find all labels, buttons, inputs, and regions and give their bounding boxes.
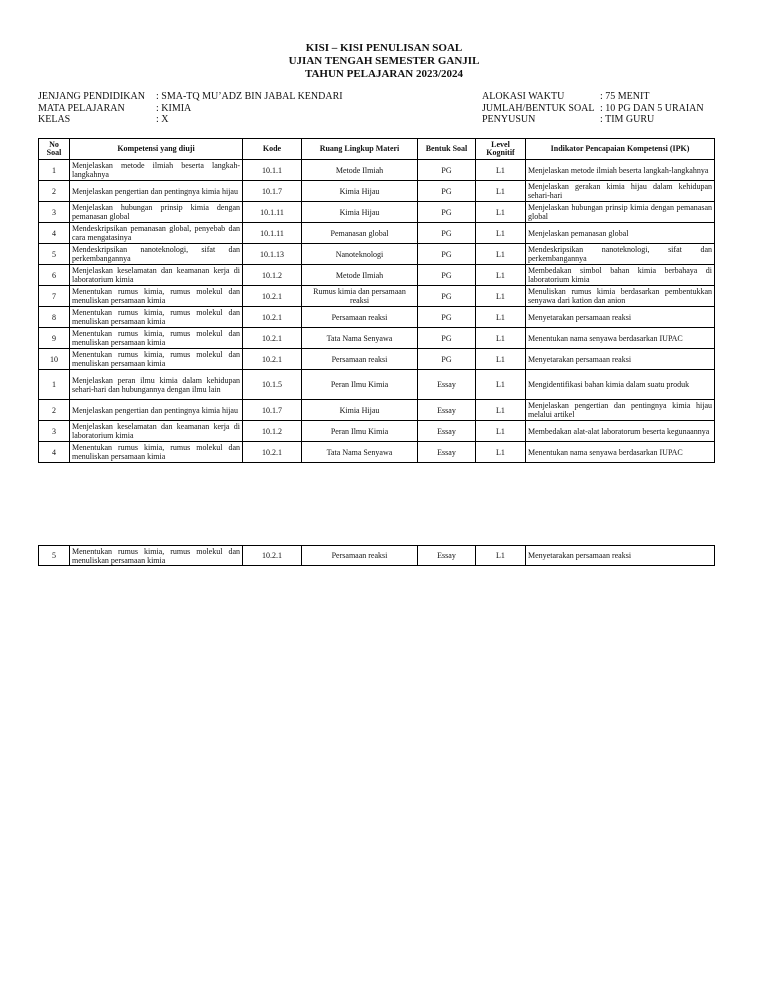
- cell-no: 4: [39, 442, 70, 463]
- header-kompetensi: Kompetensi yang diuji: [70, 139, 243, 160]
- cell-level: L1: [476, 442, 526, 463]
- cell-bentuk: Essay: [418, 546, 476, 566]
- cell-no: 2: [39, 181, 70, 202]
- cell-ipk: Mengidentifikasi bahan kimia dalam suatu produk: [526, 370, 715, 400]
- cell-bentuk: PG: [418, 265, 476, 286]
- cell-level: L1: [476, 349, 526, 370]
- cell-materi: Pemanasan global: [302, 223, 418, 244]
- cell-materi: Nanoteknologi: [302, 244, 418, 265]
- info-label: JUMLAH/BENTUK SOAL: [482, 102, 595, 114]
- info-row-jenjang: [38, 91, 343, 103]
- cell-level: L1: [476, 370, 526, 400]
- cell-no: 6: [39, 265, 70, 286]
- cell-ipk: Menjelaskan gerakan kimia hijau dalam kehidupan sehari-hari: [526, 181, 715, 202]
- doc-subtitle: UJIAN TENGAH SEMESTER GANJIL: [288, 55, 480, 67]
- cell-kode: 10.1.7: [243, 181, 302, 202]
- cell-kode: 10.2.1: [243, 442, 302, 463]
- cell-materi: Rumus kimia dan persamaan reaksi: [302, 286, 418, 307]
- cell-kompetensi: Menjelaskan peran ilmu kimia dalam kehidupan sehari-hari dan hubungannya dengan ilmu lain: [70, 370, 243, 400]
- cell-no: 8: [39, 307, 70, 328]
- cell-bentuk: PG: [418, 349, 476, 370]
- info-label: JENJANG PENDIDIKAN: [38, 91, 145, 102]
- cell-bentuk: PG: [418, 223, 476, 244]
- cell-materi: Peran Ilmu Kimia: [302, 370, 418, 400]
- info-row-penyusun: [482, 114, 704, 126]
- cell-materi: Tata Nama Senyawa: [302, 328, 418, 349]
- cell-kode: 10.1.13: [243, 244, 302, 265]
- kisi-table-continued: [38, 545, 715, 566]
- info-value: : KIMIA: [156, 102, 192, 114]
- cell-kode: 10.2.1: [243, 307, 302, 328]
- cell-kompetensi: Mendeskripsikan pemanasan global, penyebab dan cara mengatasinya: [70, 223, 243, 244]
- cell-level: L1: [476, 181, 526, 202]
- table-row: [39, 160, 715, 181]
- cell-materi: Tata Nama Senyawa: [302, 442, 418, 463]
- cell-kompetensi: Menentukan rumus kimia, rumus molekul dan menuliskan persamaan kimia: [70, 546, 243, 566]
- table-row: [39, 202, 715, 223]
- cell-kompetensi: Menjelaskan keselamatan dan keamanan kerja di laboratorium kimia: [70, 265, 243, 286]
- cell-kode: 10.1.2: [243, 421, 302, 442]
- cell-ipk: Menyetarakan persamaan reaksi: [526, 349, 715, 370]
- table-row: [39, 223, 715, 244]
- info-row-mapel: [38, 103, 343, 115]
- cell-level: L1: [476, 202, 526, 223]
- cell-level: L1: [476, 160, 526, 181]
- cell-bentuk: PG: [418, 202, 476, 223]
- cell-ipk: Mendeskripsikan nanoteknologi, sifat dan perkembangannya: [526, 244, 715, 265]
- doc-title: KISI – KISI PENULISAN SOAL: [305, 42, 463, 54]
- cell-kompetensi: Menentukan rumus kimia, rumus molekul dan menuliskan persamaan kimia: [70, 328, 243, 349]
- table-row: [39, 265, 715, 286]
- cell-no: 9: [39, 328, 70, 349]
- header-ipk: Indikator Pencapaian Kompetensi (IPK): [526, 139, 715, 160]
- cell-materi: Persamaan reaksi: [302, 349, 418, 370]
- table-row: [39, 181, 715, 202]
- cell-no: 4: [39, 223, 70, 244]
- cell-no: 3: [39, 421, 70, 442]
- table-row: [39, 286, 715, 307]
- table-row: [39, 244, 715, 265]
- cell-no: 2: [39, 400, 70, 421]
- cell-bentuk: PG: [418, 328, 476, 349]
- cell-no: 5: [39, 244, 70, 265]
- info-label: ALOKASI WAKTU: [482, 91, 565, 102]
- info-left: [38, 91, 343, 126]
- info-row-alokasi: [482, 91, 704, 103]
- cell-materi: Persamaan reaksi: [302, 307, 418, 328]
- info-right: [482, 91, 704, 126]
- cell-ipk: Menjelaskan hubungan prinsip kimia dengan pemanasan global: [526, 202, 715, 223]
- cell-level: L1: [476, 223, 526, 244]
- cell-kompetensi: Menentukan rumus kimia, rumus molekul dan menuliskan persamaan kimia: [70, 286, 243, 307]
- cell-no: 10: [39, 349, 70, 370]
- cell-kode: 10.1.5: [243, 370, 302, 400]
- info-value: : TIM GURU: [600, 114, 655, 125]
- header-materi: Ruang Lingkup Materi: [302, 139, 418, 160]
- cell-bentuk: Essay: [418, 400, 476, 421]
- cell-kompetensi: Menentukan rumus kimia, rumus molekul dan menuliskan persamaan kimia: [70, 442, 243, 463]
- header-kode: Kode: [243, 139, 302, 160]
- info-value: : SMA-TQ MU’ADZ BIN JABAL KENDARI: [156, 91, 343, 102]
- cell-level: L1: [476, 400, 526, 421]
- cell-ipk: Menjelaskan metode ilmiah beserta langkah-langkahnya: [526, 160, 715, 181]
- cell-ipk: Menentukan nama senyawa berdasarkan IUPAC: [526, 328, 715, 349]
- cell-kode: 10.1.11: [243, 202, 302, 223]
- cell-bentuk: PG: [418, 181, 476, 202]
- info-value: : X: [156, 114, 169, 125]
- cell-ipk: Menyetarakan persamaan reaksi: [526, 546, 715, 566]
- cell-kompetensi: Menjelaskan hubungan prinsip kimia dengan pemanasan global: [70, 202, 243, 223]
- cell-kompetensi: Menjelaskan metode ilmiah beserta langkah-langkahnya: [70, 160, 243, 181]
- cell-kompetensi: Menjelaskan pengertian dan pentingnya kimia hijau: [70, 400, 243, 421]
- cell-materi: Kimia Hijau: [302, 202, 418, 223]
- cell-no: 1: [39, 370, 70, 400]
- table-row: [39, 400, 715, 421]
- header-no: No Soal: [39, 139, 70, 160]
- info-label: PENYUSUN: [482, 114, 536, 125]
- cell-kompetensi: Menjelaskan keselamatan dan keamanan kerja di laboratorium kimia: [70, 421, 243, 442]
- cell-materi: Kimia Hijau: [302, 181, 418, 202]
- info-row-kelas: [38, 114, 343, 126]
- cell-no: 5: [39, 546, 70, 566]
- cell-kompetensi: Menentukan rumus kimia, rumus molekul dan menuliskan persamaan kimia: [70, 349, 243, 370]
- cell-ipk: Menjelaskan pengertian dan pentingnya kimia hijau melalui artikel: [526, 400, 715, 421]
- table-body: [39, 160, 715, 463]
- table-row: [39, 370, 715, 400]
- cell-bentuk: Essay: [418, 421, 476, 442]
- cell-materi: Metode Ilmiah: [302, 265, 418, 286]
- cell-no: 7: [39, 286, 70, 307]
- table-row: [39, 421, 715, 442]
- cell-ipk: Menyetarakan persamaan reaksi: [526, 307, 715, 328]
- cell-kode: 10.1.2: [243, 265, 302, 286]
- cell-kompetensi: Menjelaskan pengertian dan pentingnya kimia hijau: [70, 181, 243, 202]
- table-row: [39, 442, 715, 463]
- cell-materi: Peran Ilmu Kimia: [302, 421, 418, 442]
- table-row: [39, 349, 715, 370]
- cell-level: L1: [476, 307, 526, 328]
- cell-kode: 10.1.7: [243, 400, 302, 421]
- cell-kode: 10.2.1: [243, 286, 302, 307]
- cell-no: 1: [39, 160, 70, 181]
- cell-ipk: Membedakan simbol bahan kimia berbahaya di laboratorium kimia: [526, 265, 715, 286]
- cell-bentuk: PG: [418, 307, 476, 328]
- info-label: KELAS: [38, 114, 71, 125]
- info-label: MATA PELAJARAN: [38, 102, 125, 114]
- table-row: [39, 546, 715, 566]
- cell-materi: Kimia Hijau: [302, 400, 418, 421]
- cell-ipk: Menentukan nama senyawa berdasarkan IUPAC: [526, 442, 715, 463]
- table-row: [39, 328, 715, 349]
- cell-ipk: Menuliskan rumus kimia berdasarkan pembentukkan senyawa dari kation dan anion: [526, 286, 715, 307]
- info-row-jumlah: [482, 103, 704, 115]
- table-row: [39, 307, 715, 328]
- info-value: : 10 PG DAN 5 URAIAN: [600, 102, 704, 114]
- cell-bentuk: PG: [418, 160, 476, 181]
- cell-materi: Metode Ilmiah: [302, 160, 418, 181]
- doc-year: TAHUN PELAJARAN 2023/2024: [304, 68, 464, 80]
- cell-level: L1: [476, 244, 526, 265]
- cell-kompetensi: Menentukan rumus kimia, rumus molekul dan menuliskan persamaan kimia: [70, 307, 243, 328]
- cell-level: L1: [476, 546, 526, 566]
- cell-level: L1: [476, 421, 526, 442]
- cell-kode: 10.2.1: [243, 328, 302, 349]
- cell-level: L1: [476, 265, 526, 286]
- cell-bentuk: PG: [418, 244, 476, 265]
- cell-ipk: Menjelaskan pemanasan global: [526, 223, 715, 244]
- info-value: : 75 MENIT: [600, 91, 650, 102]
- cell-kode: 10.1.1: [243, 160, 302, 181]
- cell-bentuk: PG: [418, 286, 476, 307]
- cell-materi: Persamaan reaksi: [302, 546, 418, 566]
- cell-bentuk: Essay: [418, 370, 476, 400]
- kisi-table: [38, 138, 715, 463]
- cell-ipk: Membedakan alat-alat laboratorum beserta kegunaannya: [526, 421, 715, 442]
- cell-kode: 10.2.1: [243, 349, 302, 370]
- table-header-row: [39, 139, 715, 160]
- cell-bentuk: Essay: [418, 442, 476, 463]
- header-level: Level Kognitif: [476, 139, 526, 160]
- cell-kompetensi: Mendeskripsikan nanoteknologi, sifat dan perkembangannya: [70, 244, 243, 265]
- cell-no: 3: [39, 202, 70, 223]
- header-bentuk: Bentuk Soal: [418, 139, 476, 160]
- cell-kode: 10.2.1: [243, 546, 302, 566]
- cell-level: L1: [476, 328, 526, 349]
- cell-kode: 10.1.11: [243, 223, 302, 244]
- cell-level: L1: [476, 286, 526, 307]
